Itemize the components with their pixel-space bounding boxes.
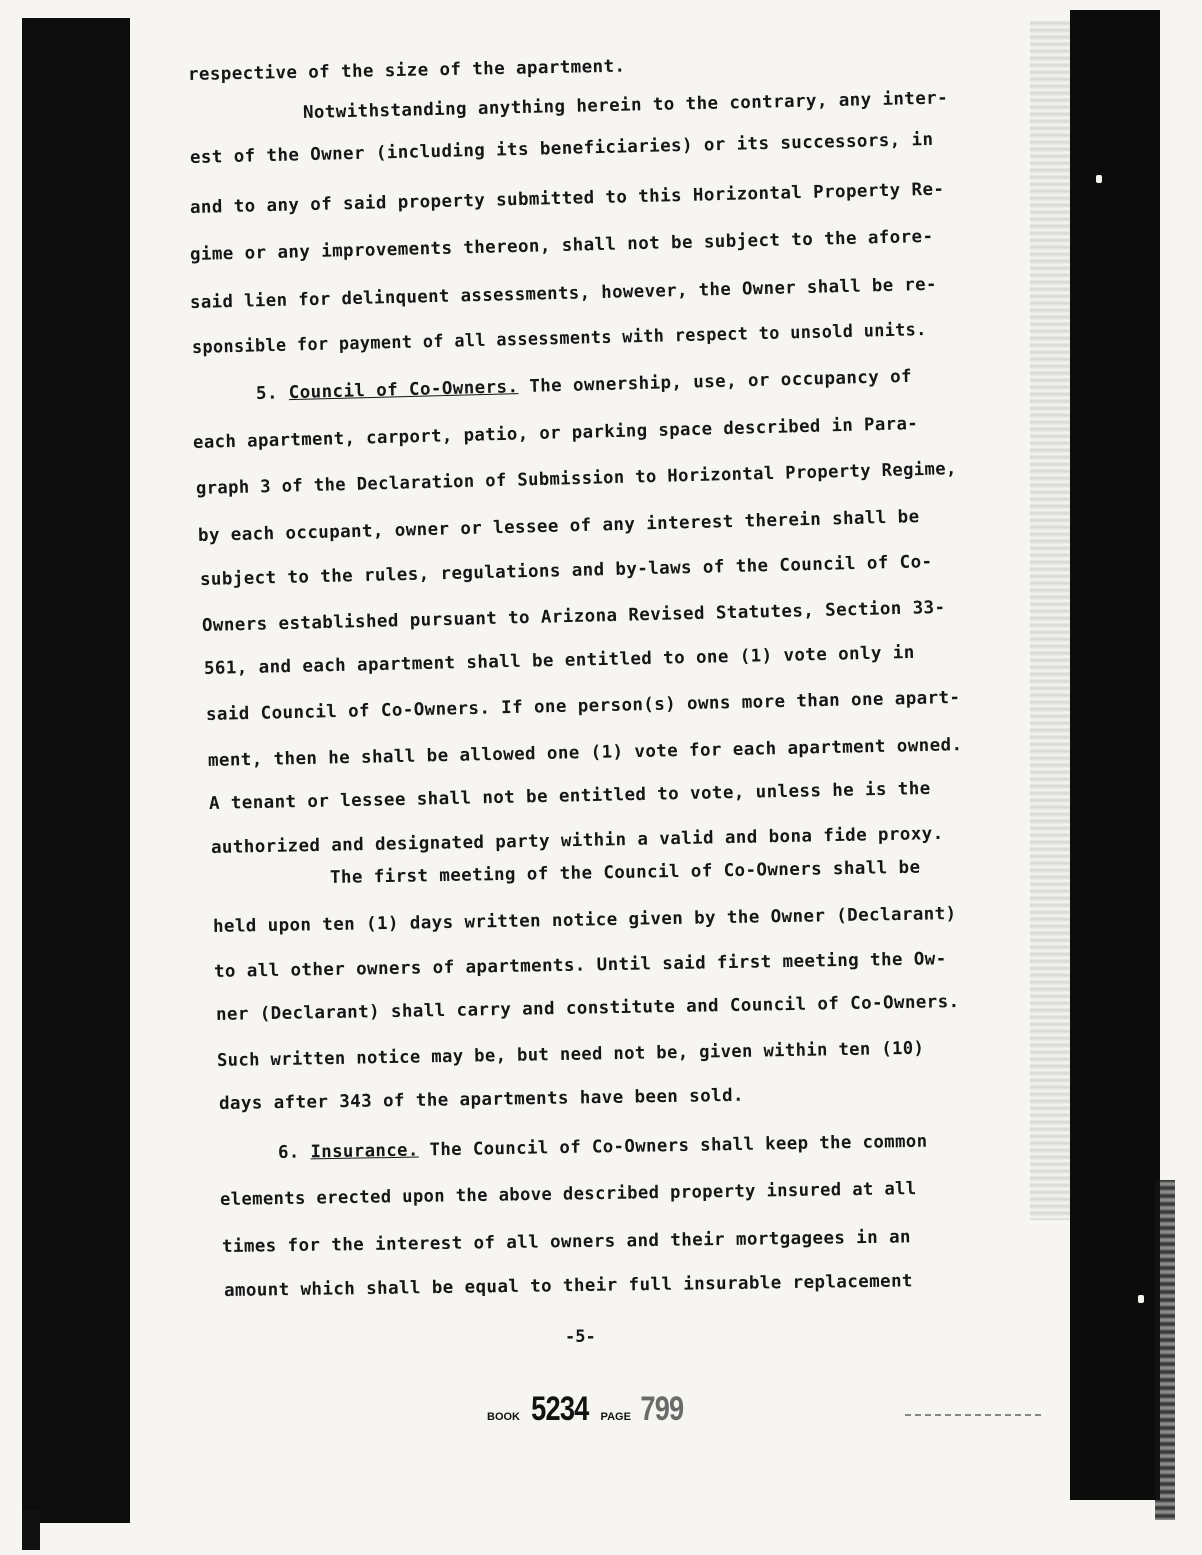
text-line: sponsible for payment of all assessments with respect to unsold units. xyxy=(191,320,927,358)
scan-edge-left xyxy=(22,18,130,1523)
page-ref: 799 xyxy=(640,1390,684,1428)
text-line: respective of the size of the apartment. xyxy=(187,56,626,85)
section-6-heading-line xyxy=(278,1132,928,1163)
book-number: 5234 xyxy=(531,1390,589,1428)
text-line: amount which shall be equal to their full insurable replacement xyxy=(223,1271,914,1301)
section-5-number: 5. xyxy=(255,383,279,404)
text-line: days after 343 of the apartments have been sold. xyxy=(218,1085,745,1114)
text-line: by each occupant, owner or lessee of any interest therein shall be xyxy=(197,507,920,546)
section-6-text: The Council of Co-Owners shall keep the common xyxy=(429,1131,928,1161)
scan-speck xyxy=(1096,175,1102,183)
scan-edge-right xyxy=(1070,10,1160,1500)
text-line: ner (Declarant) shall carry and constitute and Council of Co-Owners. xyxy=(215,992,960,1025)
text-line: graph 3 of the Declaration of Submission to Horizontal Property Regime, xyxy=(195,459,957,499)
section-5-heading-line xyxy=(256,367,912,404)
section-5-title: Council of Co-Owners. xyxy=(288,377,519,404)
text-line: A tenant or lessee shall not be entitled to vote, unless he is the xyxy=(208,778,931,814)
section-6-number: 6. xyxy=(277,1142,300,1163)
text-line: est of the Owner (including its beneficiaries) or its successors, in xyxy=(189,129,934,168)
recording-stamp xyxy=(487,1390,689,1429)
text-line: held upon ten (1) days written notice given by the Owner (Declarant) xyxy=(212,904,957,937)
text-line: ment, then he shall be allowed one (1) vote for each apartment owned. xyxy=(207,735,963,771)
text-line: said Council of Co-Owners. If one person(s) owns more than one apart- xyxy=(205,687,961,725)
text-line: gime or any improvements thereon, shall not be subject to the afore- xyxy=(189,226,934,265)
text-line: and to any of said property submitted to this Horizontal Property Re- xyxy=(189,179,945,218)
section-5-text: The ownership, use, or occupancy of xyxy=(529,366,913,397)
text-line: authorized and designated party within a valid and bona fide proxy. xyxy=(210,823,944,858)
page-number: -5- xyxy=(565,1327,596,1347)
scan-mark xyxy=(905,1414,1045,1416)
text-line: to all other owners of apartments. Until said first meeting the Ow- xyxy=(213,949,947,982)
page-label: PAGE xyxy=(600,1411,631,1423)
text-line: 561, and each apartment shall be entitled to one (1) vote only in xyxy=(203,642,915,679)
text-line: Owners established pursuant to Arizona Revised Statutes, Section 33- xyxy=(201,597,946,636)
scan-speck xyxy=(1138,1295,1144,1303)
section-6-title: Insurance. xyxy=(310,1140,419,1163)
scan-edge-left-bottom xyxy=(22,1510,40,1550)
text-line: said lien for delinquent assessments, however, the Owner shall be re- xyxy=(189,274,938,313)
text-line: The first meeting of the Council of Co-Owners shall be xyxy=(329,857,921,888)
text-line: subject to the rules, regulations and by-laws of the Council of Co- xyxy=(199,552,933,590)
text-line: times for the interest of all owners and their mortgagees in an xyxy=(221,1227,912,1257)
book-label: BOOK xyxy=(487,1411,520,1423)
text-line: Such written notice may be, but need not be, given within ten (10) xyxy=(216,1038,925,1071)
text-line: Notwithstanding anything herein to the contrary, any inter- xyxy=(302,88,949,123)
text-line: elements erected upon the above described property insured at all xyxy=(219,1179,917,1210)
text-line: each apartment, carport, patio, or parking space described in Para- xyxy=(192,414,919,453)
scan-edge-right-outer xyxy=(1155,1180,1175,1520)
